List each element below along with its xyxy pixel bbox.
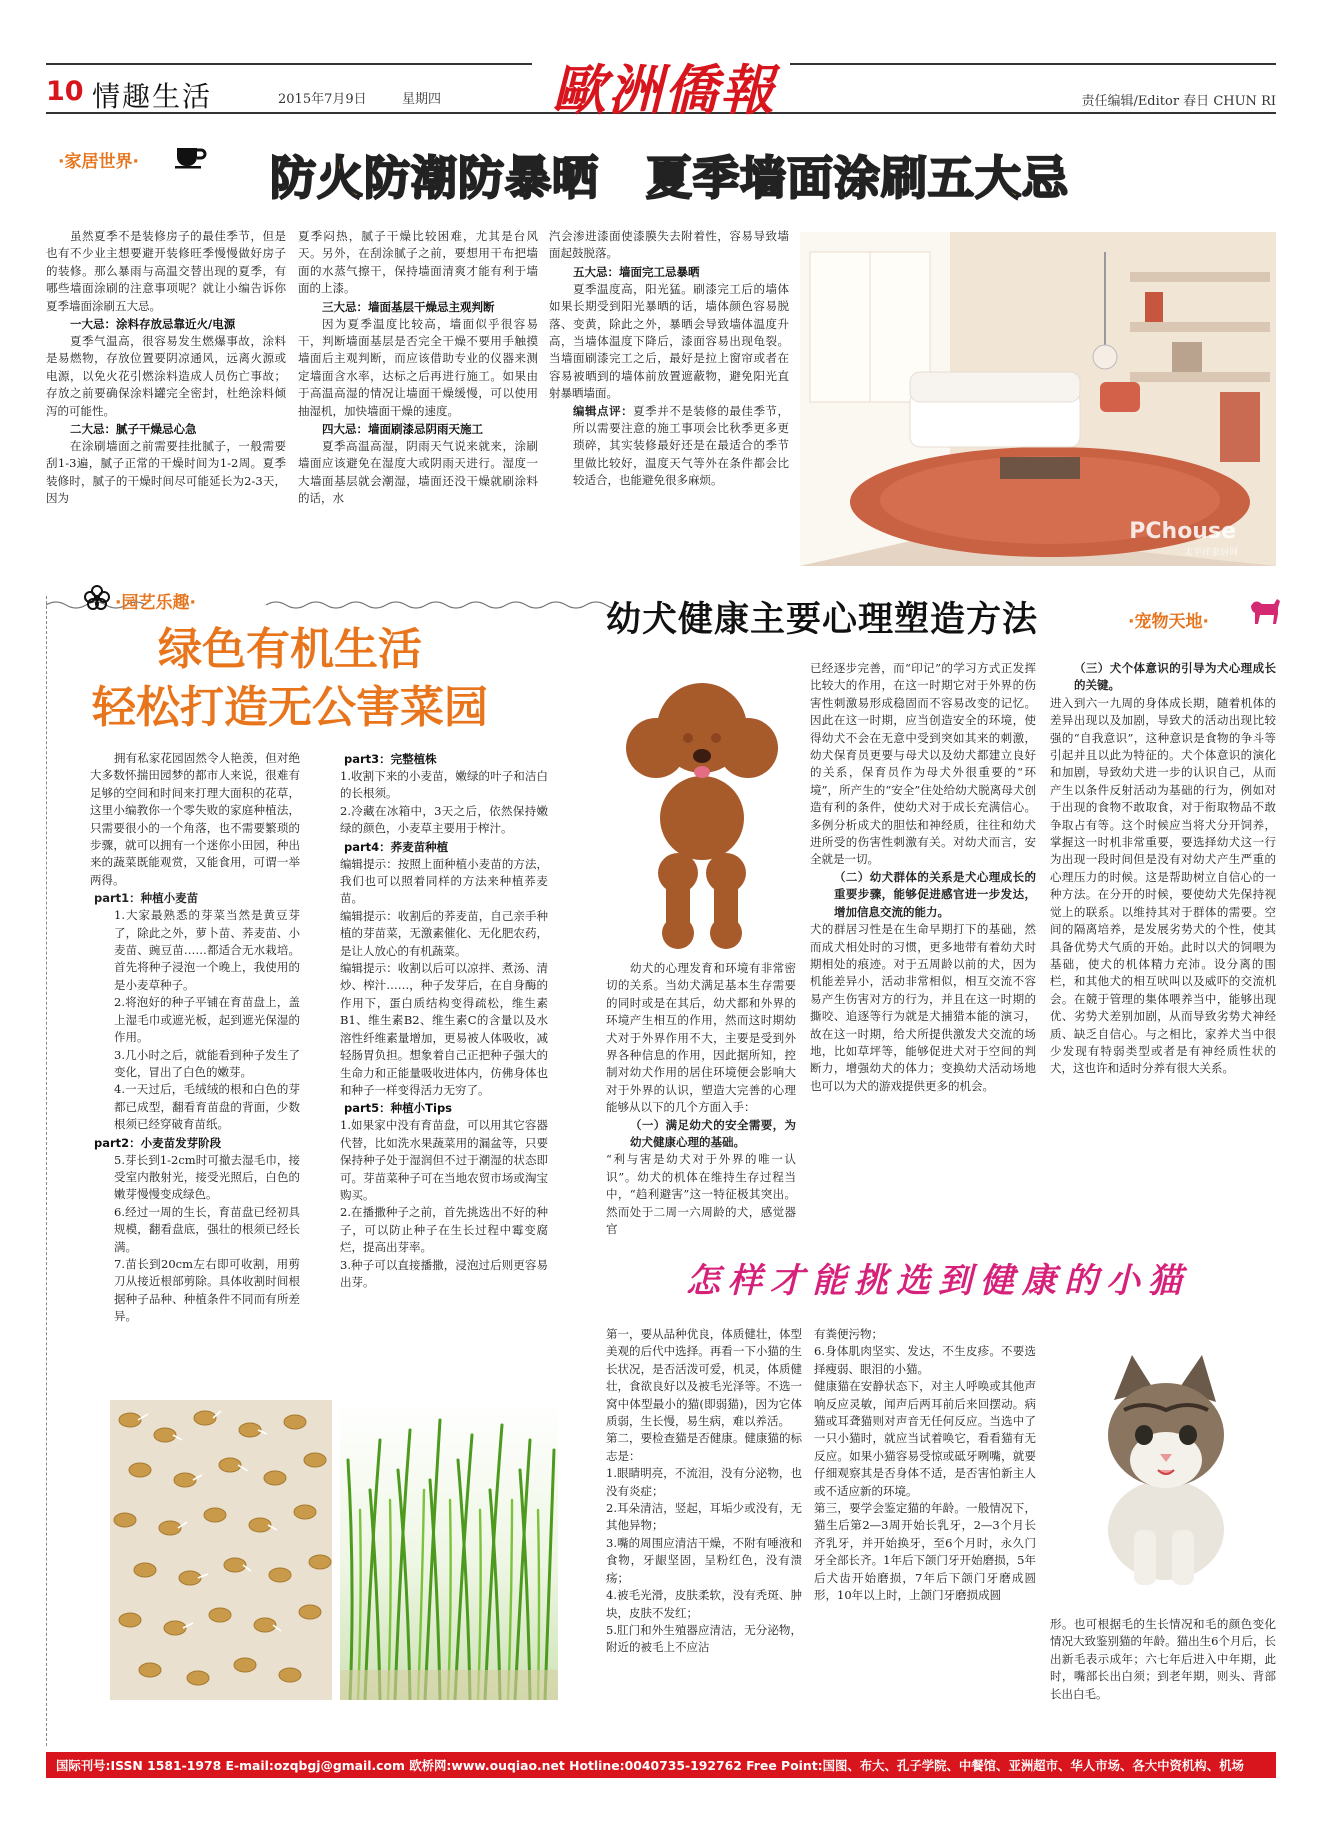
- pet-para-2: 犬的群居习性是在生命早期打下的基础，然而成犬相处时的习惯，更多地带有着幼犬时期相处的痕迹。对于五周龄以前的犬，因为机能差异小，活动非常相似，相互交流不容易产生伤害对方的行为，并且在这一时期的撕咬、追逐等行为就是犬捕猎本能的演习，故在这一时期，给犬所提供激发犬交流的场地，比如草坪等，能够促进犬对于空间的判断力，增强幼犬的体力；变换幼犬活动场地也可以为犬的游戏提供更多的机会。: [810, 922, 1036, 1093]
- garden-para-2b: 6.经过一周的生长，育苗盘已经初具规模，翻看盘底，强壮的根须已经长满。: [114, 1204, 300, 1254]
- issue-date: 2015年7月9日: [278, 92, 367, 107]
- home-subhead-2: 二大忌：腻子干燥忌心急: [70, 422, 197, 437]
- garden-para-1b: 2.将泡好的种子平铺在育苗盘上，盖上湿毛巾或遮光板，起到遮光保湿的作用。: [114, 995, 300, 1045]
- pet-article-col2: [810, 660, 1036, 1250]
- pet-para-3: 进入到六一九周的身体成长期，随着机体的差异出现以及加剧，导致犬的活动出现比较强的“自我意识”，这种意识是食物的争斗等引起并且以此为特征的。犬个体意识的演化和加剧，导致幼犬进一步的认识自己，从而产生以条件反射活动为基础的行为，例如对于出现的食物不敢取食，对于衔取物品不敢争取占有等。这个时候应当将犬分开饲养，掌握这一时机非常重要，要选择幼犬这一行为出现一段时间但是没有对幼犬产生严重的心理压力的时候。这是帮助树立自信心的一种方法。在分开的时候，要使幼犬先保持视觉上的联系。以维持其对于群体的需要。空间的隔离培养，是发展劣势犬的个性，使其具备优势犬气质的开始。此时以犬的饲喂为基础，使犬的机体精力充沛。设分离的围栏，和其他犬的相互吠叫以及威吓的交流机会。在競于管理的集体喂养当中，能够出现优、劣势犬差别加剧，从而导致劣势犬神经质、缺乏自信心。与之相比，家养犬当中很少发现有特弱类型或者是有神经质性状的犬，这也许和适时分养有很大关系。: [1050, 695, 1276, 1076]
- header-rule-right: [790, 63, 1276, 65]
- home-subhead-3: 三大忌：墙面基层干燥忌主观判断: [322, 299, 495, 314]
- masthead-logo: 歐洲僑報: [552, 58, 776, 122]
- pet-intro: 幼犬的心理发育和环境有非常密切的关系。当幼犬满足基本生存需要的同时或是在其后，幼犬都和外界的环境产生相互的作用，然而这时期幼犬对于外界作用不大，主要是受到外界各种信息的作用，因此据所知，控制对幼犬作用的居住环境便会影响大对于外界的认识，塑造大完善的心理能够从以下的几个方面入手：: [606, 961, 796, 1115]
- garden-para-3b: 2.冷藏在冰箱中，3天之后，依然保持嫩绿的颜色，小麦草主要用于榨汁。: [340, 803, 548, 836]
- garden-headline-line2: 轻松打造无公害菜园: [92, 682, 488, 733]
- home-para-4-cont: 汽会渗进漆面使漆膜失去附着性，容易导致墙面起鼓脱落。: [549, 229, 789, 261]
- cat-headline: 怎样才能挑选到健康的小猫: [686, 1261, 1190, 1301]
- footer-bar: [46, 1752, 1276, 1778]
- garden-article-col1: [90, 750, 300, 1390]
- garden-para-5c: 3.种子可以直接播撒，浸泡过后则更容易出芽。: [340, 1257, 548, 1289]
- header-rule-left: [46, 63, 532, 65]
- pet-article-col1: [606, 960, 796, 1250]
- living-room-photo: [800, 232, 1276, 566]
- garden-subhead-2: part2：小麦苗发芽阶段: [94, 1135, 222, 1150]
- garden-subhead-3: part3：完整植株: [344, 752, 437, 766]
- garden-section-tag: ·园艺乐趣·: [115, 593, 196, 613]
- garden-intro: 拥有私家花园固然令人艳羡，但对绝大多数怀揣田园梦的都市人来说，很难有足够的空间和时间来打理大面积的花草，这里小编教你一个零失败的家庭种植法，只需要很小的一个角落，也不需要繁琐的步骤，就可以拥有一个迷你小田园，种出来的蔬菜既能观赏，又能食用，可谓一举两得。: [90, 751, 300, 887]
- home-editor-note: 夏季并不是装修的最佳季节，所以需要注意的施工事项会比秋季更多更琐碎，其实装修最好还是在最适合的季节里做比较好，温度天气等外在条件都会比较适合，也能避免很多麻烦。: [573, 403, 789, 488]
- garden-para-5b: 2.在播撒种子之前，首先挑选出不好的种子，可以防止种子在生长过程中霉变腐烂，提高出芽率。: [340, 1205, 548, 1255]
- home-para-4: 夏季高温高湿，阴雨天气说来就来，涂刷墙面应该避免在湿度大或阴雨天进行。湿度一大墙面基层就会潮湿，墙面还没干燥就刷涂料的话，水: [298, 439, 538, 506]
- home-editor-note-label: 编辑点评：: [573, 403, 634, 418]
- home-subhead-4: 四大忌：墙面刷漆忌阴雨天施工: [322, 422, 483, 437]
- garden-article-col2: [316, 750, 548, 1390]
- home-para-2-cont: 夏季闷热，腻子干燥比较困难，尤其是台风天。另外，在刮涂腻子之前，要想用干布把墙面的水蒸气擦干，保持墙面清爽才能有利于墙面的上漆。: [298, 229, 538, 296]
- page-number: 10: [46, 76, 84, 107]
- poodle-photo: [608, 668, 796, 950]
- coffee-cup-icon: [174, 143, 208, 173]
- garden-para-5a: 1.如果家中没有育苗盘，可以用其它容器代替，比如洗水果蔬菜用的漏盆等，只要保持种子处于湿润但不过于潮湿的状态即可。芽苗菜种子可在当地农贸市场或淘宝购买。: [340, 1118, 548, 1202]
- garden-para-2c: 7.苗长到20cm左右即可收割，用剪刀从接近根部剪除。具体收割时间根据种子品种、种植条件不同而有所差异。: [114, 1256, 300, 1324]
- photo-watermark: PChouse: [1129, 519, 1236, 544]
- garden-headline-line1: 绿色有机生活: [158, 624, 422, 675]
- home-subhead-5: 五大忌：墙面完工忌暴晒: [573, 264, 700, 279]
- pet-para-1: “利与害是幼犬对于外界的唯一认识”。幼犬的机体在维持生存过程当中，“趋利避害”这一特征极其突出。然而处于二周一六周龄的犬，感觉器官: [606, 1152, 796, 1237]
- sprouting-seeds-photo: [110, 1400, 332, 1700]
- footer-text: 国际刊号:ISSN 1581-1978 E-mail:ozqbgj@gmail.com 欧桥网:www.ouqiao.net Hotline:0040735-192762 Free Point:国图、布大、孔子学院、中餐馆、亚洲超市、华人市场、各大中资机构、机场: [56, 1758, 1244, 1773]
- home-para-2: 在涂刷墙面之前需要挂批腻子，一般需要刮1-3遍，腻子正常的干燥时间为1-2周。夏季装修时，腻子的干燥时间尽可能延长为2-3天，因为: [46, 439, 286, 506]
- home-article-col3: [549, 228, 789, 568]
- home-para-3: 因为夏季温度比较高，墙面似乎很容易干，判断墙面基层是否完全干燥不要用手触摸墙面后主观判断，而应该借助专业的仪器来测定墙面含水率，达标之后再进行施工。如果由于高温高湿的情况让墙面干燥缓慢，可以使用抽湿机，加快墙面干燥的速度。: [298, 316, 538, 418]
- garden-para-4a: 编辑提示：按照上面种植小麦苗的方法，我们也可以照着同样的方法来种植荞麦苗。: [340, 856, 548, 906]
- home-headline: 防火防潮防暴晒 夏季墙面涂刷五大忌: [270, 151, 1069, 205]
- editor-credit: 责任编辑/Editor 春日 CHUN RI: [1081, 94, 1276, 109]
- garden-subhead-4: part4：荞麦苗种植: [344, 839, 449, 854]
- dog-icon: [1246, 596, 1282, 630]
- garden-subhead-5: part5：种植小Tips: [344, 1101, 453, 1116]
- cat-article-col3: 形。也可根据毛的生长情况和毛的颜色变化情况大致鉴别猫的年龄。猫出生6个月后，长出新毛表示成年；六七年后进入中年期，此时，嘴部长出白须；到老年期，则头、背部长出白毛。: [1050, 1617, 1276, 1701]
- issue-weekday: 星期四: [402, 92, 442, 107]
- photo-watermark-sub: 太平洋家居网: [1183, 548, 1238, 558]
- garden-para-4c: 编辑提示：收割以后可以凉拌、煮汤、清炒、榨汁……，种子发芽后，在自身酶的作用下，蛋白质结构变得疏松，维生素B1、维生素B2、维生素C的含量以及水溶性纤维素量增加，更易被人体吸收，减轻肠胃负担。想象着自己正把种子强大的生命力和正能量吸收进体内，仿佛身体也和种子一样变得活力无穷了。: [340, 961, 548, 1097]
- home-intro: 虽然夏季不是装修房子的最佳季节，但是也有不少业主想要避开装修旺季慢慢做好房子的装修。那么暴雨与高温交替出现的夏季，有哪些墙面涂刷的注意事项呢？就让小编告诉你夏季墙面涂刷五大忌。: [46, 229, 286, 313]
- home-section-tag: ·家居世界·: [58, 152, 139, 172]
- garden-para-4b: 编辑提示：收割后的荞麦苗，自己亲手种植的芽苗菜，无激素催化、无化肥农药，是让人放心的有机蔬菜。: [340, 908, 548, 958]
- pet-headline: 幼犬健康主要心理塑造方法: [606, 600, 1039, 640]
- home-para-5: 夏季温度高，阳光猛。刷漆完工后的墙体如果长期受到阳光暴晒的话，墙体颜色容易脱落、变黄，除此之外，暴晒会导致墙体温度升高，当墙体温度下降后，漆面容易出现龟裂。当墙面刷漆完工之后，最好是拉上窗帘或者在容易被晒到的墙体前放置遮蔽物，避免阳光直射暴晒墙面。: [549, 281, 789, 401]
- pet-section-tag: ·宠物天地·: [1128, 612, 1209, 632]
- home-subhead-1: 一大忌：涂料存放忌靠近火/电源: [70, 317, 236, 332]
- section-title: 情趣生活: [92, 80, 213, 113]
- pet-article-col3: [1050, 660, 1276, 1250]
- garden-para-2a: 5.芽长到1-2cm时可撤去湿毛巾，接受室内散射光，接受光照后，白色的嫩芽慢慢变成绿色。: [114, 1152, 300, 1202]
- cat-article-col1: 第一，要从品种优良，体质健壮，体型美观的后代中选择。再看一下小猫的生长状况，是否活泼可爱，机灵，体质健壮，食欲良好以及被毛光泽等。不选一窝中体型最小的猫(即弱猫)，因为它体质弱，生长慢，易生病，难以养活。 第二，要检查猫是否健康。健康猫的标志是： 1.眼睛明亮，不流泪，没有分泌物，也没有炎症； 2.耳朵清洁，竖起，耳垢少或没有，无其他异物； 3.嘴的周围应清洁干燥，不附有唾液和食物，牙龈坚固，呈粉红色，没有溃疡； 4.被毛光滑，皮肤柔软，没有秃斑、肿块，皮肤不发红； 5.肛门和外生殖器应清洁，无分泌物，附近的被毛上不应沾: [606, 1327, 802, 1655]
- pet-subhead-1: （一）满足幼犬的安全需要，为幼犬健康心理的基础。: [630, 1117, 796, 1150]
- wheatgrass-photo: [340, 1400, 558, 1700]
- cat-article-col2: 有粪便污物； 6.身体肌肉坚实、发达，不生皮疹。不要选择瘦弱、眼泪的小猫。 健康猫在安静状态下，对主人呼唤或其他声响反应灵敏，闻声后两耳前后来回摆动。病猫或耳聋猫则对声音无任何反应。当选中了一只小猫时，就应当试着唤它，看看猫有无反应。如果小猫容易受惊或砥牙咧嘴，就要仔细观察其是否身体不适，是否害怕新主人或不适应新的环境。 第三，要学会鉴定猫的年龄。一般情况下，猫生后第2—3周开始长乳牙，2—3个月长齐乳牙，并开始换牙，至6个月时，永久门牙全部长齐。1年后下颌门牙开始磨损，5年后犬齿开始磨损，7年后下颌门牙磨成圆形，10年以上时，上颌门牙磨损成圆: [814, 1327, 1036, 1603]
- pet-para-1-cont: 已经逐步完善，而“印记”的学习方式正发挥比较大的作用，在这一时期它对于外界的伤害性刺激易形成稳固而不容易改变的记忆。因此在这一时期，应当创造安全的环境，使得幼犬不会在无意中受到突如其来的刺激，幼犬保育员更要与母犬以及幼犬都建立良好的关系，保育员作为母犬外很重要的“环境”，所产生的“安全”住处给幼犬脱离母犬创造有利的条件，使幼犬对于成长充满信心。多例分析成犬的胆怯和神经质，往往和幼犬进所受的伤害性刺激有关。对幼犬而言，安全就是一切。: [810, 661, 1036, 867]
- garden-para-3a: 1.收割下来的小麦苗，嫩绿的叶子和洁白的长根须。: [340, 769, 548, 801]
- home-para-1: 夏季气温高，很容易发生燃爆事故，涂料是易燃物，存放位置要阴凉通风，远离火源或电源，以免火花引燃涂料造成人员伤亡事故；存放之前要确保涂料罐完全密封，杜绝涂料倾泻的可能性。: [46, 334, 286, 418]
- pet-subhead-3: （三）犬个体意识的引导为犬心理成长的关键。: [1074, 661, 1276, 693]
- garden-para-1d: 4.一天过后，毛绒绒的根和白色的芽都已成型，翻看育苗盘的背面，少数根须已经穿破育苗纸。: [114, 1082, 300, 1132]
- garden-subhead-1: part1：种植小麦苗: [94, 891, 199, 906]
- garden-para-1c: 3.几小时之后，就能看到种子发生了变化，冒出了白色的嫩芽。: [114, 1047, 300, 1079]
- home-article-col1: [46, 228, 286, 568]
- home-article-col2: [298, 228, 538, 568]
- garden-para-1a: 1.大家最熟悉的芽菜当然是黄豆芽了，除此之外，萝卜苗、荞麦苗、小麦苗、豌豆苗……都适合无水栽培。首先将种子浸泡一个晚上，我使用的是小麦草种子。: [114, 908, 300, 992]
- pet-subhead-2: （二）幼犬群体的关系是犬心理成长的重要步骤，能够促进感官进一步发达，增加信息交流的能力。: [834, 869, 1036, 919]
- kitten-photo: [1054, 1330, 1276, 1592]
- flower-icon: [82, 583, 112, 617]
